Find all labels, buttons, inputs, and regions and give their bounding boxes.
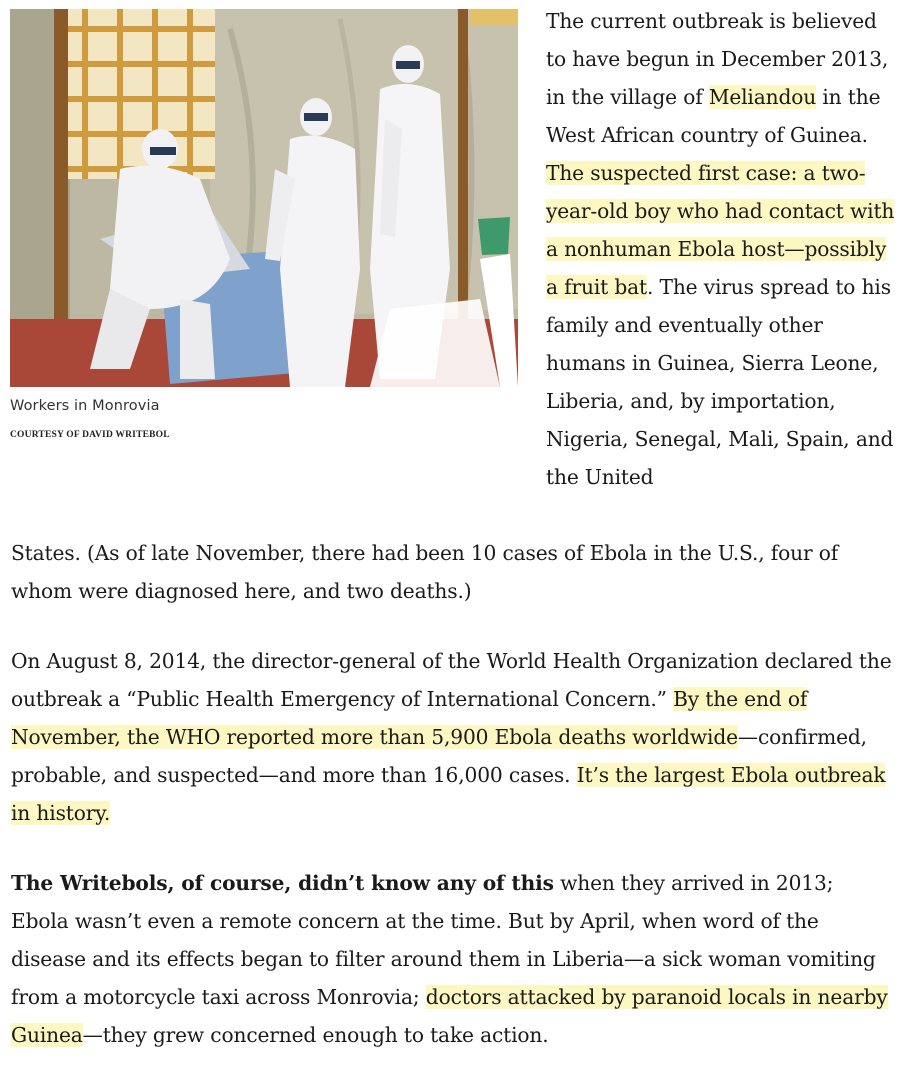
p1-text-2: in the West African country of Guinea.: [546, 85, 881, 147]
photo-caption: Workers in Monrovia: [10, 398, 160, 414]
paragraph-2: [11, 642, 896, 832]
p3-bold-lead: The Writebols, of course, didn’t know any of this: [11, 871, 554, 895]
p2-text-1: On August 8, 2014, the director-general of the World Health Organization declared the outbreak a “Public Health Emergency of International Concern.”: [11, 649, 892, 711]
photo-credit: COURTESY OF DAVID WRITEBOL: [10, 430, 170, 440]
p3-highlight-doctors: doctors attacked by paranoid locals in nearby Guinea: [11, 985, 888, 1047]
p2-highlight-deaths: By the end of November, the WHO reported more than 5,900 Ebola deaths worldwide: [11, 687, 808, 749]
p1-highlight-first-case: The suspected first case: a two-year-old boy who had contact with a nonhuman Ebola host—possibly a fruit bat: [546, 161, 895, 299]
p2-highlight-largest: It’s the largest Ebola outbreak in history.: [11, 763, 886, 825]
p1-highlight-meliandou: Meliandou: [708, 85, 817, 109]
paragraph-3: [11, 864, 896, 1054]
p2-text-2: —confirmed, probable, and suspected—and more than 16,000 cases.: [11, 725, 867, 787]
paragraph-1-continued: States. (As of late November, there had been 10 cases of Ebola in the U.S., four of whom were diagnosed here, and two deaths.): [11, 541, 839, 603]
photo-workers-in-ppe: [10, 9, 518, 387]
p3-text-1: when they arrived in 2013; Ebola wasn’t even a remote concern at the time. But by April, when word of the disease and its effects began to filter around them in Liberia—a sick woman vomiting from a motorcycle taxi across Monrovia;: [11, 871, 876, 1009]
p3-text-2: —they grew concerned enough to take action.: [82, 1023, 549, 1047]
p1-text-3: . The virus spread to his family and eventually other humans in Guinea, Sierra Leone, Liberia, and, by importation, Nigeria, Senegal, Mali, Spain, and the United: [546, 275, 894, 489]
p1-text-1: The current outbreak is believed to have begun in December 2013, in the village of: [546, 9, 889, 109]
article-figure: [10, 9, 518, 440]
paragraph-1-float: [546, 2, 896, 496]
photo-illustration: [10, 9, 518, 387]
